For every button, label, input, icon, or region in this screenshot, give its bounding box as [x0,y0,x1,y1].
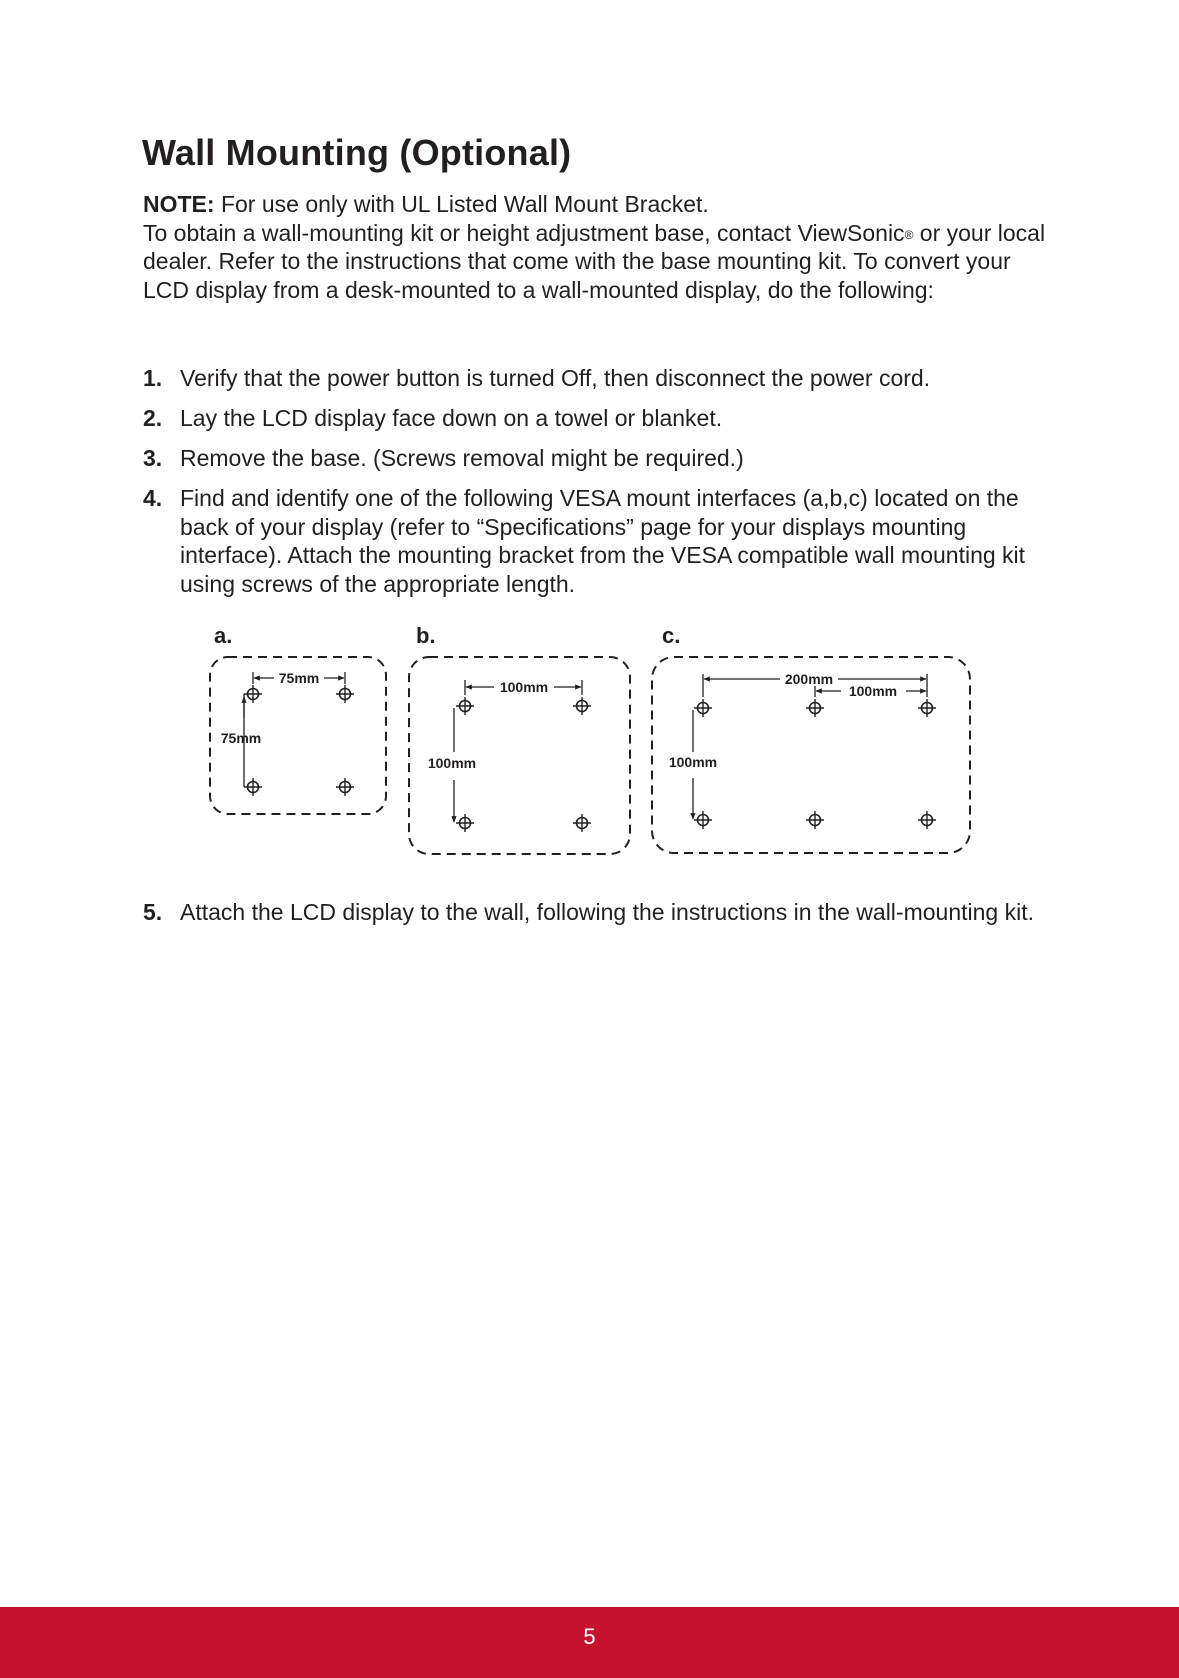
step-number: 3. [143,445,163,471]
step-number: 5. [143,899,163,925]
steps-list-continued [143,898,1053,938]
step-2 [143,404,1053,433]
step-text: Verify that the power button is turned Off, then disconnect the power cord. [180,365,931,391]
dimension-label: 100mm [668,754,718,770]
intro-paragraph [143,219,1063,305]
vesa-100-diagram [409,623,630,854]
vesa-200x100-diagram [652,623,970,853]
hole-icon [573,814,591,832]
page-title: Wall Mounting (Optional) [142,132,572,173]
step-number: 1. [143,365,163,391]
hole-icon [918,699,936,717]
mount-area-c [652,657,970,853]
intro-text [143,190,1063,304]
diagram-b-label: b. [416,623,436,648]
dimension-label: 75mm [220,730,262,746]
step-5 [143,898,1053,927]
mount-area-a [210,657,386,814]
diagram-c-label: c. [662,623,681,648]
hole-icon [806,811,824,829]
note-text: For use only with UL Listed Wall Mount Bracket. [220,191,709,217]
step-number: 2. [143,405,163,431]
hole-icon [336,685,354,703]
vesa-75-diagram [210,623,386,814]
step-3 [143,444,1053,473]
hole-icon [694,699,712,717]
dimension-label: 75mm [278,670,320,686]
hole-icon [694,811,712,829]
registered-mark: ® [904,227,914,242]
hole-icon [244,778,262,796]
step-text: Find and identify one of the following VESA mount interfaces (a,b,c) located on the back of your display (refer to “Specifications” page for your displays mounting interface). Attach the mounting bracket from the VESA compatible wall mounting kit using screws of the appropriate length. [180,485,1026,597]
step-number: 4. [143,485,163,511]
mount-area-b [409,657,630,854]
dimension-label: 100mm [848,683,898,699]
dimension-label: 200mm [784,671,834,687]
hole-icon [918,811,936,829]
intro-part2: or your local dealer. Refer to the instructions that come with the base mounting kit. To convert your LCD display from a desk-mounted to a wall-mounted display, do the following: [143,219,1046,303]
step-text: Remove the base. (Screws removal might be required.) [180,445,744,471]
step-4 [143,484,1053,598]
intro-part1: To obtain a wall-mounting kit or height adjustment base, contact ViewSonic [143,219,905,246]
hole-icon [456,814,474,832]
dimension-label: 100mm [499,679,549,695]
diagram-a-label: a. [214,623,233,648]
hole-icon [336,778,354,796]
page-number: 5 [583,1624,596,1649]
hole-icon [244,685,262,703]
hole-icon [806,699,824,717]
dimension-label: 100mm [427,755,477,771]
hole-icon [456,697,474,715]
note-paragraph [143,190,1063,219]
note-label: NOTE: [143,191,215,217]
hole-icon [573,697,591,715]
step-text: Attach the LCD display to the wall, following the instructions in the wall-mounting kit. [180,899,1034,925]
step-text: Lay the LCD display face down on a towel or blanket. [180,405,723,431]
steps-list [143,364,1053,610]
step-1 [143,364,1053,393]
